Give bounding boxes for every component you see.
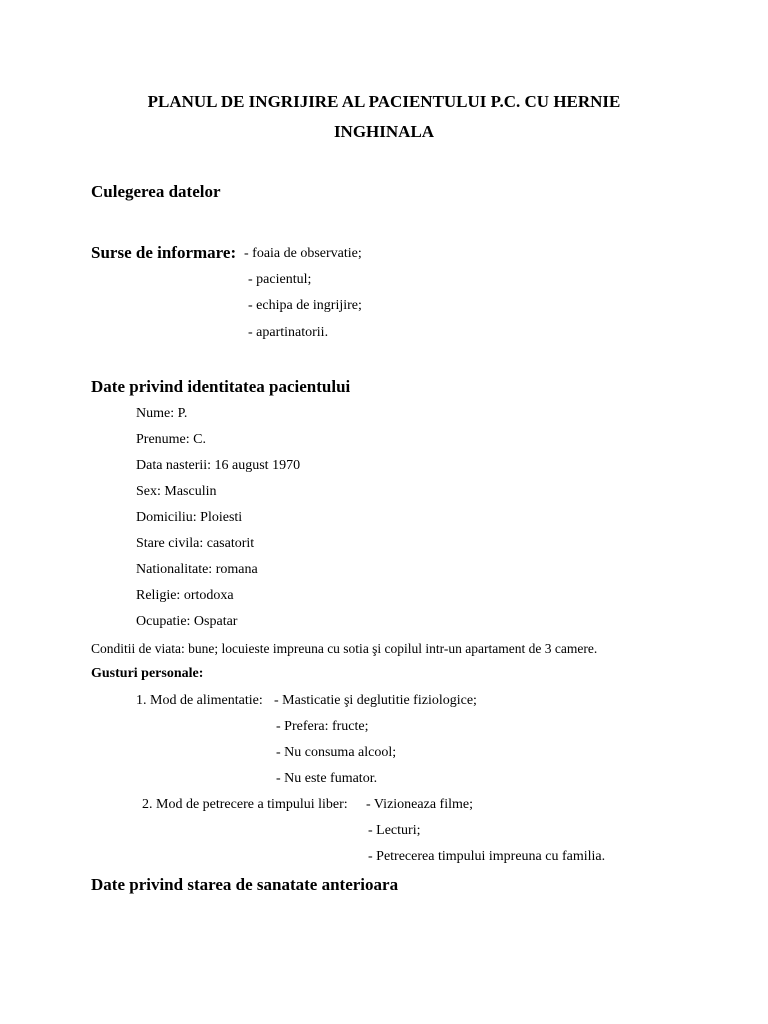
identity-field-nationality: Nationalitate: romana — [136, 562, 258, 577]
sources-label: Surse de informare: — [91, 243, 237, 262]
identity-field-occupation: Ocupatie: Ospatar — [136, 614, 238, 629]
identity-field-residence: Domiciliu: Ploiesti — [136, 510, 243, 525]
diet-item: - Nu este fumator. — [276, 771, 378, 786]
source-item: - apartinatorii. — [248, 325, 329, 340]
identity-field-name: Nume: P. — [136, 406, 188, 421]
leisure-item: - Vizioneaza filme; — [366, 797, 473, 812]
document-title-line-1: PLANUL DE INGRIJIRE AL PACIENTULUI P.C. CU HERNIE — [147, 92, 621, 111]
identity-field-birth-date: Data nasterii: 16 august 1970 — [136, 458, 301, 473]
diet-item: - Prefera: fructe; — [276, 719, 369, 734]
personal-preferences-heading: Gusturi personale: — [91, 666, 204, 681]
leisure-label: 2. Mod de petrecere a timpului liber: — [142, 797, 348, 812]
identity-field-marital-status: Stare civila: casatorit — [136, 536, 255, 551]
diet-item: - Nu consuma alcool; — [276, 745, 397, 760]
section-heading-health-history: Date privind starea de sanatate anterioara — [91, 875, 399, 894]
section-heading-identity: Date privind identitatea pacientului — [91, 377, 351, 396]
identity-field-sex: Sex: Masculin — [136, 484, 217, 499]
diet-item: - Masticatie şi deglutitie fiziologice; — [274, 693, 477, 708]
source-item: - pacientul; — [248, 272, 312, 287]
leisure-item: - Lecturi; — [368, 823, 421, 838]
identity-field-religion: Religie: ortodoxa — [136, 588, 234, 603]
leisure-item: - Petrecerea timpului impreuna cu familia. — [368, 849, 606, 864]
document-title-line-2: INGHINALA — [333, 122, 435, 141]
source-item: - foaia de observatie; — [244, 246, 362, 261]
section-heading-data-collection: Culegerea datelor — [91, 182, 221, 201]
source-item: - echipa de ingrijire; — [248, 298, 362, 313]
identity-field-first-name: Prenume: C. — [136, 432, 206, 447]
diet-label: 1. Mod de alimentatie: — [136, 693, 263, 708]
living-conditions-text: Conditii de viata: bune; locuieste impreuna cu sotia şi copilul intr-un apartament de 3 camere. — [91, 641, 598, 656]
